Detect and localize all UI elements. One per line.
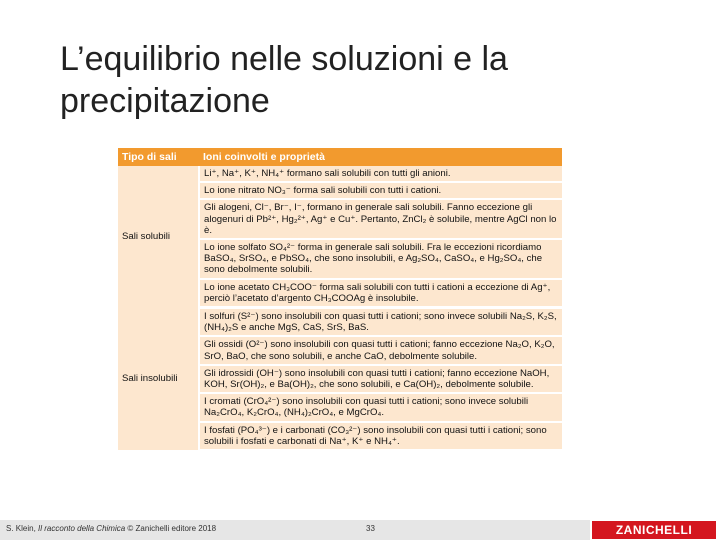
- table-row: [118, 308, 562, 337]
- header-ions-properties: Ioni coinvolti e proprietà: [199, 148, 562, 166]
- category-soluble-salts: Sali solubili: [118, 166, 199, 308]
- table-cell: I solfuri (S²⁻) sono insolubili con quasi tutti i cationi; sono invece solubili Na₂S, K₂S, (NH₄)₂S e anche MgS, CaS, SrS, BaS.: [199, 308, 562, 337]
- table-cell: Gli idrossidi (OH⁻) sono insolubili con quasi tutti i cationi; fanno eccezione NaOH, KOH, Sr(OH)₂, e Ba(OH)₂, che sono solubili, e Ca(OH)₂, debolmente solubile.: [199, 365, 562, 393]
- table-cell: I fosfati (PO₄³⁻) e i carbonati (CO₃²⁻) sono insolubili con quasi tutti i cationi; sono solubili i fosfati e carbonati di Na⁺, K⁺ e NH₄⁺.: [199, 422, 562, 450]
- slide-footer: [0, 520, 720, 540]
- page-number: 33: [366, 524, 375, 533]
- slide-title: L’equilibrio nelle soluzioni e la precipitazione: [60, 40, 508, 120]
- table-cell: Lo ione solfato SO₄²⁻ forma in generale sali solubili. Fra le eccezioni ricordiamo BaSO₄, SrSO₄, e PbSO₄, che sono insolubili, e Ag₂SO₄, CaSO₄, e Hg₂SO₄, che sono debolmente solubili.: [199, 239, 562, 279]
- credit-book-title: Il racconto della Chimica: [38, 524, 126, 533]
- solubility-table: [118, 148, 562, 451]
- table-cell: Gli alogeni, Cl⁻, Br⁻, I⁻, formano in generale sali solubili. Fanno eccezione gli alogenuri di Pb²⁺, Hg₂²⁺, Ag⁺ e Cu⁺. Pertanto, ZnCl₂ è solubile, mentre AgCl non lo è.: [199, 199, 562, 239]
- credit-author: S. Klein,: [6, 524, 36, 533]
- publisher-logo: ZANICHELLI: [592, 521, 716, 539]
- header-salt-type: Tipo di sali: [118, 148, 199, 166]
- table-row: [118, 166, 562, 182]
- table-cell: Li⁺, Na⁺, K⁺, NH₄⁺ formano sali solubili con tutti gli anioni.: [199, 166, 562, 182]
- table-cell: Lo ione acetato CH₃COO⁻ forma sali solubili con tutti i cationi a eccezione di Ag⁺, perciò l’acetato d’argento CH₃COOAg è insolubile.: [199, 279, 562, 308]
- table-cell: Lo ione nitrato NO₃⁻ forma sali solubili con tutti i cationi.: [199, 182, 562, 199]
- category-insoluble-salts: Sali insolubili: [118, 308, 199, 451]
- credit-publisher: © Zanichelli editore 2018: [127, 524, 217, 533]
- table-header-row: [118, 148, 562, 166]
- footer-credit: [6, 524, 216, 533]
- table-cell: Gli ossidi (O²⁻) sono insolubili con quasi tutti i cationi; fanno eccezione Na₂O, K₂O, SrO, BaO, che sono solubili, e anche CaO, debolmente solubile.: [199, 336, 562, 364]
- table-cell: I cromati (CrO₄²⁻) sono insolubili con quasi tutti i cationi; sono invece solubili Na₂CrO₄, K₂CrO₄, (NH₄)₂CrO₄, e MgCrO₄.: [199, 393, 562, 421]
